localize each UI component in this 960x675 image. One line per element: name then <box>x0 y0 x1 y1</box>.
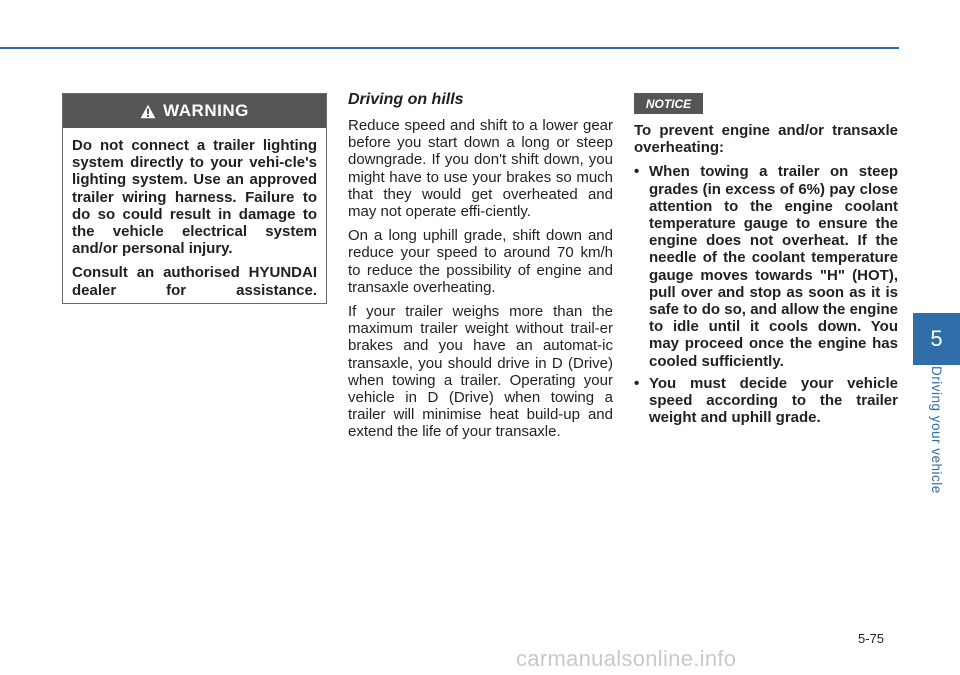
hills-paragraph-3: If your trailer weighs more than the maximum trailer weight without trail-er brakes and you have an automat-ic transaxle, you should drive in D (Drive) when towing a trailer. Operating your vehicle in D (Drive) when towing a trailer will minimise heat build-up and extend the life of your transaxle. <box>348 303 613 441</box>
page-number: 5-75 <box>858 631 885 646</box>
hills-paragraph-2: On a long uphill grade, shift down and reduce your speed to around 70 km/h to reduce the possibility of engine and transaxle overheating. <box>348 227 613 296</box>
notice-bullet-text: When towing a trailer on steep grades (in excess of 6%) pay close attention to the engine coolant temperature gauge to ensure the engine does not overheat. If the needle of the coolant temperature gauge moves towards "H" (HOT), pull over and stop as soon as it is safe to do so, and allow the engine to idle until it cools down. You may proceed once the engine has cooled sufficiently. <box>649 163 898 370</box>
notice-bullet-text: You must decide your vehicle speed according to the trailer weight and uphill grade. <box>649 374 898 427</box>
hills-paragraph-1: Reduce speed and shift to a lower gear before you start down a long or steep downgrade. If you don't shift down, you might have to use your brakes so much that they would get overheated and may not operate effi-ciently. <box>348 117 613 221</box>
warning-header <box>63 94 326 128</box>
top-rule <box>0 47 899 49</box>
chapter-tab: 5 <box>913 313 960 365</box>
bullet-icon: • <box>634 163 640 181</box>
warning-box <box>62 93 327 304</box>
bullet-icon: • <box>634 374 640 392</box>
warning-triangle-icon <box>140 104 156 119</box>
chapter-title: Driving your vehicle <box>929 366 944 494</box>
watermark: carmanualsonline.info <box>516 646 737 671</box>
notice-badge: NOTICE <box>634 93 703 114</box>
notice-intro: To prevent engine and/or transaxle overheating: <box>634 122 898 157</box>
list-item <box>634 163 898 369</box>
driving-on-hills-section <box>348 91 613 448</box>
notice-section <box>634 122 898 431</box>
notice-list <box>634 163 898 426</box>
warning-paragraph-2: Consult an authorised HYUNDAI dealer for assistance. <box>72 264 317 299</box>
warning-body <box>63 128 326 299</box>
warning-paragraph-1: Do not connect a trailer lighting system directly to your vehi-cle's lighting system. Use an approved trailer wiring harness. Failure to do so could result in damage to the vehicle electrical system and/or personal injury. <box>72 137 317 258</box>
list-item <box>634 375 898 427</box>
warning-title: WARNING <box>163 101 249 120</box>
section-heading: Driving on hills <box>348 91 464 108</box>
